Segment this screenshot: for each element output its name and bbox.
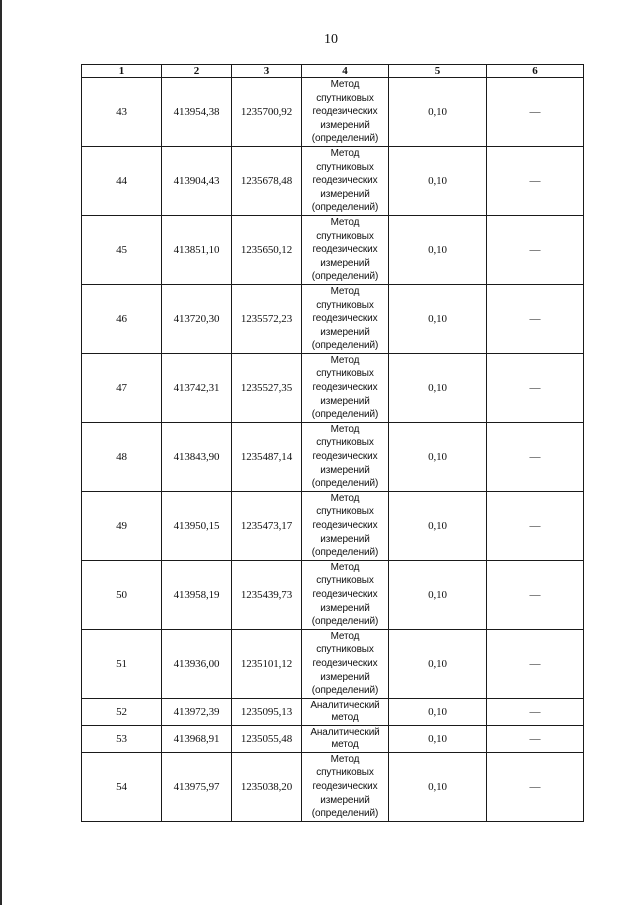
accuracy-cell: 0,10 [389,491,487,560]
x-coordinate-cell: 413972,39 [162,698,232,725]
y-coordinate-cell: 1235650,12 [232,215,302,284]
y-coordinate-cell: 1235572,23 [232,284,302,353]
note-cell: — [487,422,584,491]
column-header-3: 3 [232,65,302,78]
table-row [82,146,584,215]
method-cell: Метод спутниковых геодезических измерений (определений) [302,752,389,821]
y-coordinate-cell: 1235487,14 [232,422,302,491]
x-coordinate-cell: 413954,38 [162,78,232,147]
accuracy-cell: 0,10 [389,353,487,422]
note-cell: — [487,560,584,629]
accuracy-cell: 0,10 [389,422,487,491]
method-cell: Метод спутниковых геодезических измерений (определений) [302,560,389,629]
accuracy-cell: 0,10 [389,752,487,821]
accuracy-cell: 0,10 [389,146,487,215]
point-number-cell: 51 [82,629,162,698]
point-number-cell: 43 [82,78,162,147]
point-number-cell: 44 [82,146,162,215]
method-cell: Метод спутниковых геодезических измерений (определений) [302,353,389,422]
column-header-5: 5 [389,65,487,78]
method-cell: Метод спутниковых геодезических измерений (определений) [302,491,389,560]
x-coordinate-cell: 413968,91 [162,725,232,752]
table-row [82,629,584,698]
accuracy-cell: 0,10 [389,698,487,725]
point-number-cell: 50 [82,560,162,629]
table-body [82,78,584,822]
y-coordinate-cell: 1235527,35 [232,353,302,422]
table-row [82,215,584,284]
column-header-6: 6 [487,65,584,78]
accuracy-cell: 0,10 [389,629,487,698]
page-number: 10 [324,32,338,47]
column-header-4: 4 [302,65,389,78]
note-cell: — [487,725,584,752]
page-left-edge-line [0,0,2,905]
point-number-cell: 52 [82,698,162,725]
y-coordinate-cell: 1235095,13 [232,698,302,725]
method-cell: Метод спутниковых геодезических измерений (определений) [302,422,389,491]
method-cell: Метод спутниковых геодезических измерений (определений) [302,629,389,698]
y-coordinate-cell: 1235700,92 [232,78,302,147]
note-cell: — [487,353,584,422]
table-row [82,491,584,560]
y-coordinate-cell: 1235038,20 [232,752,302,821]
table-header-row [82,65,584,78]
table-row [82,353,584,422]
table-row [82,422,584,491]
x-coordinate-cell: 413936,00 [162,629,232,698]
method-cell: Аналитический метод [302,698,389,725]
y-coordinate-cell: 1235101,12 [232,629,302,698]
accuracy-cell: 0,10 [389,284,487,353]
note-cell: — [487,78,584,147]
y-coordinate-cell: 1235678,48 [232,146,302,215]
method-cell: Аналитический метод [302,725,389,752]
x-coordinate-cell: 413843,90 [162,422,232,491]
column-header-1: 1 [82,65,162,78]
point-number-cell: 53 [82,725,162,752]
note-cell: — [487,629,584,698]
x-coordinate-cell: 413975,97 [162,752,232,821]
x-coordinate-cell: 413958,19 [162,560,232,629]
accuracy-cell: 0,10 [389,560,487,629]
point-number-cell: 46 [82,284,162,353]
note-cell: — [487,752,584,821]
column-header-2: 2 [162,65,232,78]
note-cell: — [487,698,584,725]
method-cell: Метод спутниковых геодезических измерений (определений) [302,215,389,284]
note-cell: — [487,146,584,215]
accuracy-cell: 0,10 [389,725,487,752]
table-row [82,752,584,821]
accuracy-cell: 0,10 [389,78,487,147]
x-coordinate-cell: 413742,31 [162,353,232,422]
point-number-cell: 49 [82,491,162,560]
method-cell: Метод спутниковых геодезических измерений (определений) [302,146,389,215]
coordinates-table [81,64,584,822]
method-cell: Метод спутниковых геодезических измерений (определений) [302,78,389,147]
point-number-cell: 47 [82,353,162,422]
table-row [82,698,584,725]
point-number-cell: 48 [82,422,162,491]
table-row [82,284,584,353]
note-cell: — [487,284,584,353]
accuracy-cell: 0,10 [389,215,487,284]
y-coordinate-cell: 1235439,73 [232,560,302,629]
note-cell: — [487,215,584,284]
x-coordinate-cell: 413851,10 [162,215,232,284]
note-cell: — [487,491,584,560]
method-cell: Метод спутниковых геодезических измерений (определений) [302,284,389,353]
x-coordinate-cell: 413720,30 [162,284,232,353]
x-coordinate-cell: 413904,43 [162,146,232,215]
table-row [82,560,584,629]
table-row [82,725,584,752]
x-coordinate-cell: 413950,15 [162,491,232,560]
y-coordinate-cell: 1235473,17 [232,491,302,560]
point-number-cell: 54 [82,752,162,821]
y-coordinate-cell: 1235055,48 [232,725,302,752]
point-number-cell: 45 [82,215,162,284]
table-row [82,78,584,147]
